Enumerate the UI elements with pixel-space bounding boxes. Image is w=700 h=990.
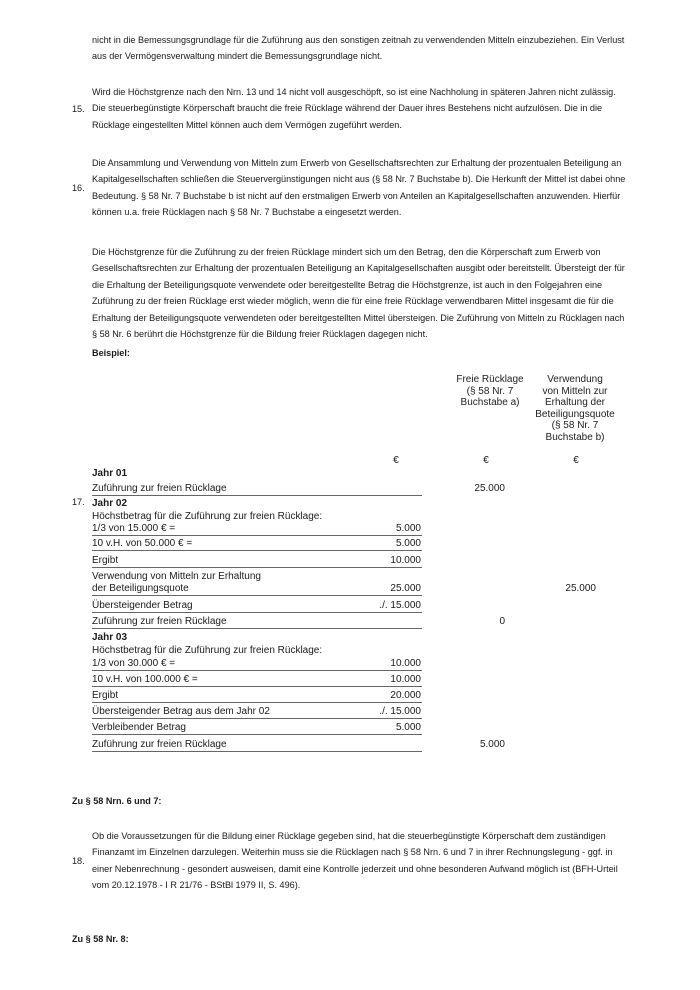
table-row-label: Höchstbetrag für die Zuführung zur freien Rücklage: (92, 645, 323, 656)
table-row-label: Verbleibender Betrag (92, 722, 186, 733)
column-header-participation-quota (525, 374, 625, 443)
currency-col-2: € (483, 455, 489, 466)
column-header-participation-quota-line: von Mitteln zur (542, 385, 608, 397)
table-cell-c1: 5.000 (395, 538, 421, 549)
table-cell-c1: 20.000 (390, 690, 421, 701)
currency-col-3: € (573, 455, 579, 466)
paragraph-number-16: 16. (72, 183, 85, 193)
column-header-participation-quota-line: Verwendung (547, 374, 603, 385)
table-row-label: Verwendung von Mitteln zur Erhaltung (92, 571, 261, 582)
table-row-label: Übersteigender Betrag aus dem Jahr 02 (92, 706, 270, 717)
paragraph-15: Wird die Höchstgrenze nach den Nrn. 13 und 14 nicht voll ausgeschöpft, so ist eine Nachholung in späteren Jahren nicht zulässig. Die steuerbegünstigte Körperschaft braucht die freie Rücklage während der Dauer ihres Bestehens nicht aufzulösen. Die in die Rücklage eingestellten Mittel können auch dem Vermögen zugeführt werden. (92, 87, 616, 130)
table-row-label: Übersteigender Betrag (92, 600, 193, 611)
table-cell-c2: 25.000 (474, 483, 505, 494)
table-row-label: Ergibt (92, 555, 119, 566)
table-row-label: Zuführung zur freien Rücklage (92, 616, 227, 627)
column-header-free-reserve-line: (§ 58 Nr. 7 (466, 385, 514, 397)
table-cell-c2: 0 (499, 616, 505, 627)
table-row (92, 645, 422, 657)
table-cell-c1: 10.000 (390, 555, 421, 566)
paragraph-17: Die Höchstgrenze für die Zuführung zu der freien Rücklage mindert sich um den Betrag, den die Körperschaft zum Erwerb von Gesellschaftsrechten zur Erhaltung der prozentualen Beteiligung an Kapitalgesellschaften ausgibt oder bereitstellt. Übersteigt der für die Erhaltung der Beteiligungsquote verwendete oder bereitgestellte Betrag die Höchstgrenze, ist auch in den Folgejahren eine Zuführung zu der freien Rücklage erst wieder möglich, wenn die für eine freie Rücklage verwendbaren Mittel insgesamt die für die Erhaltung der Beteiligungsquote verwendeten oder bereitgestellten Mittel übersteigen. Die Zuführung von Mitteln zu Rücklagen nach § 58 Nr. 6 berührt die Höchstgrenze für die Bildung freier Rücklagen dagegen nicht. (92, 247, 625, 340)
paragraph-number-18: 18. (72, 856, 85, 866)
table-row-label: 10 v.H. von 100.000 € = (92, 674, 198, 685)
table-row (92, 571, 422, 583)
table-cell-c1: 5.000 (395, 523, 421, 534)
table-row-label: der Beteiligungsquote (92, 583, 189, 594)
table-row-label: Jahr 02 (92, 498, 128, 509)
table-row (92, 739, 422, 752)
table-row-label: Ergibt (92, 690, 119, 701)
table-row-label: Zuführung zur freien Rücklage (92, 739, 227, 750)
table-row-label: Jahr 01 (92, 468, 128, 479)
table-row-label: Höchstbetrag für die Zuführung zur freien Rücklage: (92, 511, 323, 522)
column-header-free-reserve-line: Freie Rücklage (456, 374, 524, 385)
column-header-participation-quota-line: Beteiligungsquote (535, 408, 615, 420)
table-row (92, 511, 422, 523)
table-cell-c1: ./. 15.000 (379, 706, 421, 717)
column-header-participation-quota-line: Erhaltung der (544, 397, 606, 408)
table-row-label: 1/3 von 30.000 € = (92, 658, 176, 669)
table-row-label: Zuführung zur freien Rücklage (92, 483, 227, 494)
table-row-label: Jahr 03 (92, 632, 128, 643)
column-header-participation-quota-line: Buchstabe b) (545, 431, 605, 443)
paragraph-number-15: 15. (72, 104, 85, 114)
table-cell-c1: 5.000 (395, 722, 421, 733)
column-header-free-reserve-line: Buchstabe a) (460, 397, 520, 408)
table-row-label: 10 v.H. von 50.000 € = (92, 538, 193, 549)
column-header-participation-quota-line: (§ 58 Nr. 7 (551, 420, 599, 431)
table-row (92, 616, 422, 629)
example-label: Beispiel: (92, 348, 130, 358)
paragraph-16: Die Ansammlung und Verwendung von Mitteln zum Erwerb von Gesellschaftsrechten zur Erhaltung der prozentualen Beteiligung an Kapitalgesellschaften schließen die Steuervergünstigungen nicht aus (§ 58 Nr. 7 Buchstabe b). Die Herkunft der Mittel ist dabei ohne Bedeutung. § 58 Nr. 7 Buchstabe b ist nicht auf den erstmaligen Erwerb von Anteilen an Kapitalgesellschaften anzuwenden. Hierfür können u.a. freie Rücklagen nach § 58 Nr. 7 Buchstabe a eingesetzt werden. (92, 158, 626, 218)
table-row (92, 468, 422, 480)
table-row (92, 498, 422, 510)
table-cell-c1: 25.000 (390, 583, 421, 594)
currency-col-1: € (393, 455, 399, 466)
table-cell-c3: 25.000 (565, 583, 596, 594)
table-cell-c2: 5.000 (479, 739, 505, 750)
section-heading-58-6-7: Zu § 58 Nrn. 6 und 7: (72, 796, 162, 806)
table-row (92, 483, 422, 496)
paragraph-18: Ob die Voraussetzungen für die Bildung einer Rücklage gegeben sind, hat die steuerbegünstigte Körperschaft dem zuständigen Finanzamt im Einzelnen darzulegen. Weiterhin muss sie die Rücklagen nach § 58 Nrn. 6 und 7 in ihrer Rechnungslegung - ggf. in einer Nebenrechnung - gesondert ausweisen, damit eine Kontrolle jederzeit und ohne besonderen Aufwand möglich ist (BFH-Urteil vom 20.12.1978 - I R 21/76 - BStBl 1979 II, S. 496). (92, 831, 618, 891)
paragraph-continued: nicht in die Bemessungsgrundlage für die Zuführung aus den sonstigen zeitnah zu verwendenden Mitteln einzubeziehen. Ein Verlust aus der Vermögensverwaltung mindert die Bemessungsgrundlage nicht. (92, 35, 625, 62)
table-row (92, 632, 422, 644)
table-row-label: 1/3 von 15.000 € = (92, 523, 176, 534)
section-heading-58-8: Zu § 58 Nr. 8: (72, 934, 129, 944)
table-cell-c1: ./. 15.000 (379, 600, 421, 611)
table-cell-c1: 10.000 (390, 658, 421, 669)
paragraph-number-17: 17. (72, 497, 85, 507)
table-cell-c1: 10.000 (390, 674, 421, 685)
